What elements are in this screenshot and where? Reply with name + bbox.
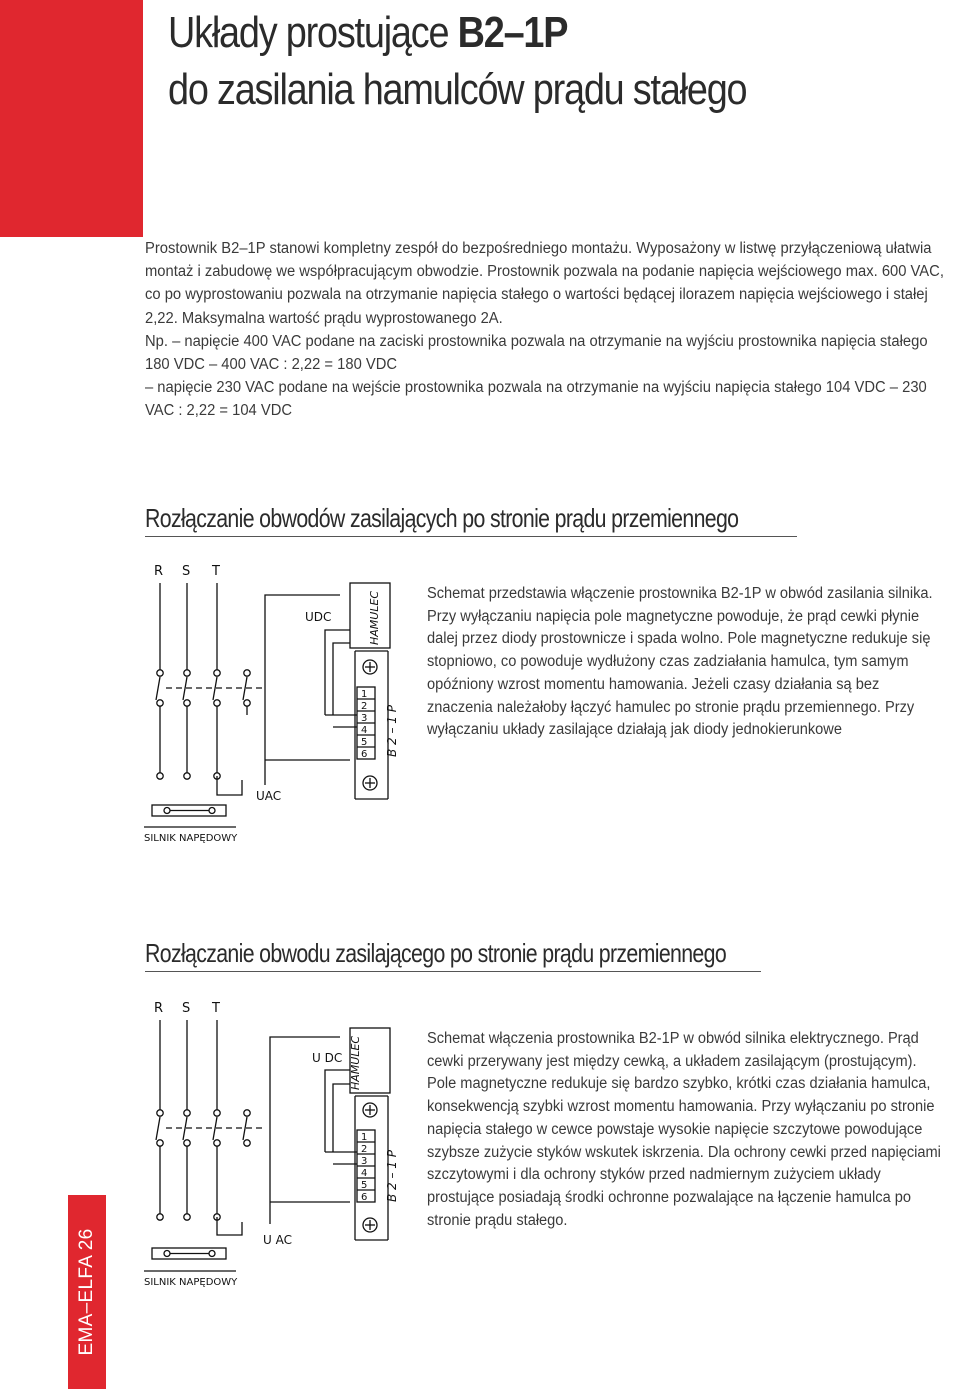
uac-label: U AC [263,1233,292,1247]
terminal-1: 1 [361,1132,368,1143]
uac-label: UAC [256,789,282,803]
brake-label: HAMULEC [368,590,381,645]
intro-text [145,237,946,423]
section1-rule [145,536,797,537]
motor-label: SILNIK NAPĘDOWY [144,833,238,844]
section1-title: Rozłączanie obwodów zasilających po stronie prądu przemiennego [145,503,739,533]
section1-description [427,583,943,742]
phase-r-label: R [154,564,164,579]
udc-label: U DC [312,1051,343,1065]
terminal-5: 5 [361,737,368,748]
wiring-diagram-1 [130,555,415,850]
rectifier-label: B 2 – 1 P [385,705,399,757]
section2-rule [145,971,761,972]
section1-description-text: Schemat przedstawia włączenie prostownika B2-1P w obwód zasilania silnika. Przy wyłączaniu napięcia pole magnetyczne powoduje, że prąd cewki płynie dalej przez diody prostownicze i spada wolno. Pole magnetyczne redukuje się stopniowo, co powoduje wydłużony czas zadziałania hamulca, tym samym opóźniony wzrost momentu hamowania. Jeżeli czasy działania są bez znaczenia należałoby łączyć hamulec po stronie prądu przemiennego. Przy wyłączaniu układy zasilające działają jak diody jednokierunkowe [427,585,933,739]
rectifier-label: B 2 – 1 P [385,1150,399,1202]
red-header-block [0,0,143,237]
title-prefix: Układy prostujące [168,8,458,57]
phase-t-label: T [212,564,220,579]
intro-paragraph-2: Np. – napięcie 400 VAC podane na zaciski prostownika pozwala na otrzymanie na wyjściu prostownika napięcia stałego 180 VDC – 400 VAC : 2,22 = 180 VDC [145,332,928,374]
section2-title: Rozłączanie obwodu zasilającego po stronie prądu przemiennego [145,938,727,968]
terminal-6: 6 [361,749,368,760]
terminal-5: 5 [361,1180,368,1191]
terminal-2: 2 [361,701,368,712]
section2-description-text: Schemat włączenia prostownika B2-1P w obwód silnika elektrycznego. Prąd cewki przerywany jest między cewką, a układem zasilającym (prostującym). Pole magnetyczne redukuje się bardzo szybko, krótki czas działania hamulca, konsekwencją szybki wzrost momentu hamowania. Przy wyłączaniu po stronie napięcia stałego w cewce powstaje wysokie napięcie szczytowe powodujące szybsze zużycie styków wskutek iskrzenia. Dla ochrony cewki przed napięciami szczytowymi i dla ochrony styków przed nadmiernym zużyciem układy prostujące posiadają środki ochronne pozwalające na łączenie hamulca po stronie prądu stałego. [427,1030,941,1229]
terminal-4: 4 [361,725,368,736]
terminal-2: 2 [361,1144,368,1155]
motor-label: SILNIK NAPĘDOWY [144,1277,238,1288]
terminal-3: 3 [361,1156,368,1167]
phase-s-label: S [182,564,191,579]
intro-paragraph-1: Prostownik B2–1P stanowi kompletny zespół do bezpośredniego montażu. Wyposażony w listwę przyłączeniową ułatwia montaż i zabudowę we współpracującym obwodzie. Prostownik pozwala na podanie napięcia wejściowego max. 600 VAC, co po wyprostowaniu pozwala na otrzymanie napięcia stałego o wartości będącej ilorazem napięcia wejściowego i stałej 2,22. Maksymalna wartość prądu wyprostowanego 2A. [145,240,944,327]
title-line-2: do zasilania hamulców prądu stałego [168,65,747,114]
brake-label: HAMULEC [349,1035,362,1090]
phase-r-label: R [154,1001,164,1016]
phase-t-label: T [212,1001,220,1016]
terminal-6: 6 [361,1192,368,1203]
terminal-1: 1 [361,689,368,700]
wiring-diagram-2 [130,992,415,1297]
page-title [168,4,746,118]
phase-s-label: S [182,1001,191,1016]
side-tab [68,1195,106,1389]
intro-paragraph-3: – napięcie 230 VAC podane na wejście prostownika pozwala na otrzymanie na wyjściu napięcia stałego 104 VDC – 230 VAC : 2,22 = 104 VDC [145,379,927,420]
title-line-1 [168,4,746,61]
udc-label: UDC [305,610,332,624]
section2-description [427,1028,943,1232]
title-model: B2–1P [457,8,568,57]
terminal-4: 4 [361,1168,368,1179]
side-tab-label: EMA–ELFA 26 [76,1228,97,1356]
terminal-3: 3 [361,713,368,724]
